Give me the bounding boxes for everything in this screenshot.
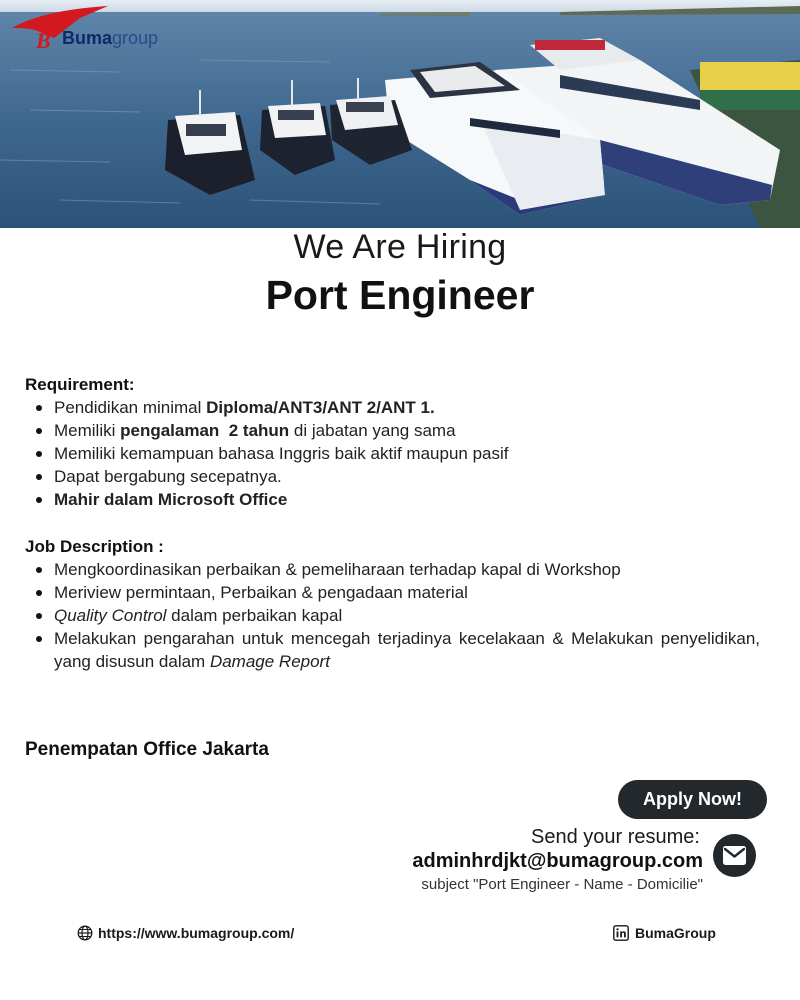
list-item (25, 604, 760, 627)
job-description-list (25, 558, 760, 673)
list-item (25, 465, 760, 488)
website-link[interactable] (77, 925, 294, 941)
list-item (25, 581, 760, 604)
email-subject-hint: subject "Port Engineer - Name - Domicilie" (421, 876, 703, 893)
linkedin-handle: BumaGroup (635, 925, 716, 941)
list-item (25, 396, 760, 419)
placement-text: Penempatan Office Jakarta (25, 739, 269, 760)
item-bold-text: Mahir dalam Microsoft Office (54, 490, 288, 509)
item-text: Pendidikan minimal (54, 398, 207, 417)
apply-now-button[interactable]: Apply Now! (618, 780, 767, 819)
send-resume-label: Send your resume: (531, 826, 700, 848)
item-bold-text: pengalaman 2 tahun (120, 421, 290, 440)
globe-icon (77, 925, 93, 941)
svg-text:B: B (36, 28, 51, 53)
requirement-list (25, 396, 760, 511)
list-item (25, 419, 760, 442)
item-text: Dapat bergabung secepatnya. (54, 467, 282, 486)
item-text: Memiliki kemampuan bahasa Inggris baik aktif maupun pasif (54, 444, 509, 463)
job-description-title: Job Description : (25, 537, 164, 556)
list-item (25, 442, 760, 465)
job-description-section (25, 535, 760, 673)
resume-email-link[interactable]: adminhrdjkt@bumagroup.com (412, 850, 703, 872)
bumagroup-logo (10, 6, 180, 54)
list-item (25, 488, 760, 511)
item-italic-text: Damage Report (209, 652, 330, 671)
item-bold-text: Diploma/ANT3/ANT 2/ANT 1. (206, 398, 435, 417)
requirement-title: Requirement: (25, 375, 135, 394)
mail-icon (723, 846, 746, 865)
item-text-post: di jabatan yang sama (289, 421, 456, 440)
item-text: Mengkoordinasikan perbaikan & pemeliharaan terhadap kapal di Workshop (54, 560, 621, 579)
list-item (25, 558, 760, 581)
item-text-post: dalam perbaikan kapal (166, 606, 343, 625)
logo-wordmark (62, 28, 158, 49)
logo-name-bold: Buma (62, 28, 113, 48)
item-text: Memiliki (54, 421, 121, 440)
position-title: Port Engineer (265, 272, 535, 318)
requirement-section (25, 373, 760, 511)
hiring-tagline: We Are Hiring (293, 228, 507, 266)
logo-name-light: group (112, 28, 159, 48)
item-text: Meriview permintaan, Perbaikan & pengadaan material (54, 583, 468, 602)
item-text: Melakukan pengarahan untuk mencegah terjadinya kecelakaan & Melakukan penyelidikan, yang disusun dalam (54, 629, 760, 671)
mail-button[interactable] (713, 834, 756, 877)
linkedin-link[interactable] (613, 925, 716, 941)
item-italic-text: Quality Control (54, 606, 167, 625)
list-item (25, 627, 760, 673)
linkedin-icon (613, 925, 629, 941)
website-url: https://www.bumagroup.com/ (98, 925, 295, 941)
